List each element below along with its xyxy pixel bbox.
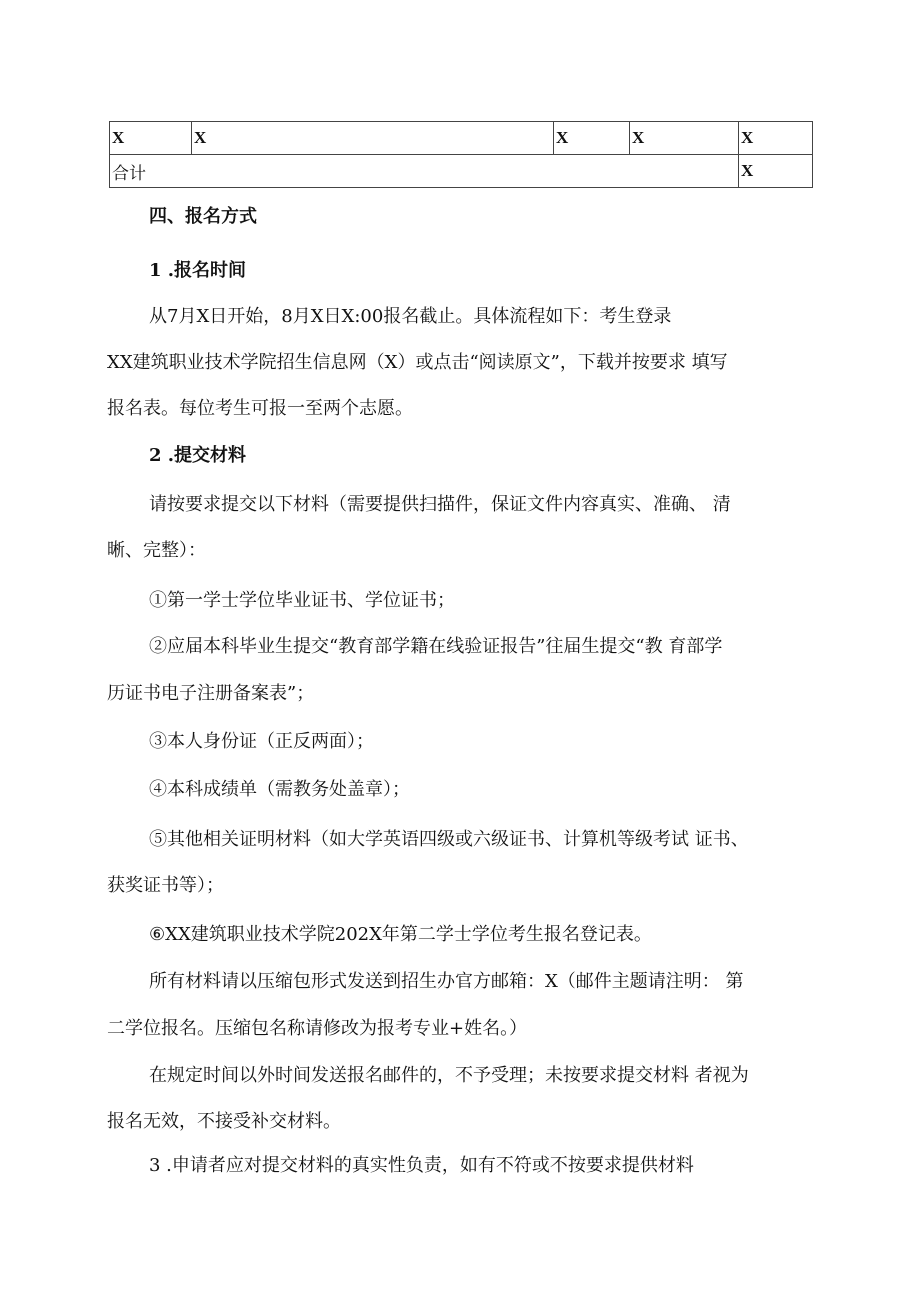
paragraph-line: 所有材料请以压缩包形式发送到招生办官方邮箱：X（邮件主题请注明： 第 xyxy=(149,971,744,992)
total-label: 合计 xyxy=(110,155,739,188)
paragraph-line: 在规定时间以外时间发送报名邮件的，不予受理；未按要求提交材料 者视为 xyxy=(149,1065,749,1086)
paragraph-line: 报名表。每位考生可报一至两个志愿。 xyxy=(107,398,413,419)
fee-table xyxy=(109,121,813,188)
table-total-row xyxy=(110,155,813,188)
list-item: ③本人身份证（正反两面）； xyxy=(149,731,374,752)
table-cell: X xyxy=(192,122,554,155)
table-row xyxy=(110,122,813,155)
table-cell: X xyxy=(630,122,739,155)
list-item: ①第一学士学位毕业证书、学位证书； xyxy=(149,590,455,611)
subheading-materials: 2 .提交材料 xyxy=(149,445,247,466)
table-cell: X xyxy=(739,122,813,155)
list-item-continued: 获奖证书等）； xyxy=(107,875,224,896)
total-value: X xyxy=(739,155,813,188)
table-cell: X xyxy=(110,122,192,155)
list-item: ④本科成绩单（需教务处盖章）； xyxy=(149,779,410,800)
list-item-continued: 历证书电子注册备案表”； xyxy=(107,683,315,704)
list-item: ②应届本科毕业生提交“教育部学籍在线验证报告”往届生提交“教 育部学 xyxy=(149,636,723,657)
subheading-registration-time: 1 .报名时间 xyxy=(149,260,247,281)
paragraph-line: 晰、完整）： xyxy=(107,540,206,561)
paragraph-line: 报名无效，不接受补交材料。 xyxy=(107,1111,341,1132)
paragraph-line: 从7月X日开始，8月X日X:00报名截止。具体流程如下：考生登录 xyxy=(149,306,672,327)
paragraph-line: 二学位报名。压缩包名称请修改为报考专业+姓名。） xyxy=(107,1018,528,1039)
section-heading: 四、报名方式 xyxy=(149,206,257,227)
list-item: ⑥XX建筑职业技术学院202X年第二学士学位考生报名登记表。 xyxy=(149,924,652,945)
table-cell: X xyxy=(554,122,630,155)
paragraph-line: 请按要求提交以下材料（需要提供扫描件，保证文件内容真实、准确、 清 xyxy=(149,494,731,515)
numbered-item-3: 3 .申请者应对提交材料的真实性负责，如有不符或不按要求提供材料 xyxy=(149,1155,694,1176)
list-item: ⑤其他相关证明材料（如大学英语四级或六级证书、计算机等级考试 证书、 xyxy=(149,829,749,850)
paragraph-line: XX建筑职业技术学院招生信息网（X）或点击“阅读原文”，下载并按要求 填写 xyxy=(107,352,728,373)
